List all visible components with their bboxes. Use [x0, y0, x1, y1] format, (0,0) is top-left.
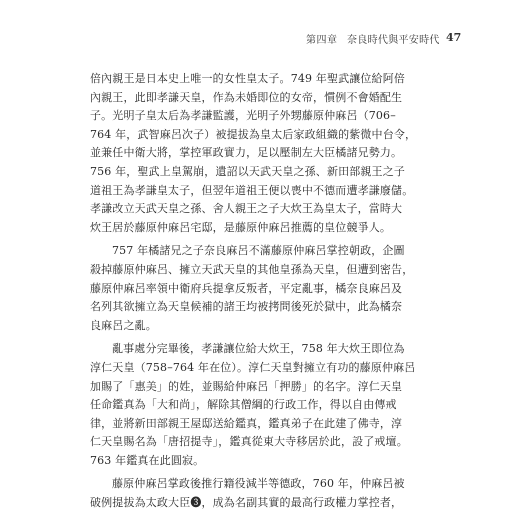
text-line: 藤原仲麻呂掌政後推行籍役減半等德政，760 年，仲麻呂被	[112, 477, 405, 491]
text-line: 孝謙改立天武天皇之孫、舍人親王之子大炊王為皇太子，當時大	[90, 202, 403, 216]
text-line: 756 年，聖武上皇駕崩，遺詔以天武天皇之孫、新田部親王之子	[90, 164, 405, 178]
text-line: 殺掉藤原仲麻呂、擁立天武天皇的其他皇孫為天皇，但遭到密告，	[90, 262, 414, 276]
text-line: 仁天皇賜名為「唐招提寺」，鑑真從東大寺移居於此，設了戒壇。	[90, 435, 408, 449]
body-text	[90, 70, 420, 518]
text-line: 任命鑑真為「大和尚」，解除其僧綱的行政工作，得以自由傳戒	[90, 398, 397, 412]
text-line: 子。光明子皇太后為孝謙監護，光明子外甥藤原仲麻呂（706–	[90, 109, 396, 123]
page-number: 47	[446, 31, 462, 44]
paragraph	[90, 242, 420, 335]
text-line: 律，並將新田部親王屋邸送給鑑真，鑑真弟子在此建了佛寺，淳	[90, 416, 403, 430]
text-line: 763 年鑑真在此圓寂。	[90, 453, 205, 467]
text-line: 名列其欲擁立為天皇候補的諸王均被拷問後死於獄中，此為橘奈	[90, 300, 403, 314]
text-line: 淳仁天皇（758–764 年在位）。淳仁天皇對擁立有功的藤原仲麻呂	[90, 360, 416, 374]
text-line: 內親王，此即孝謙天皇，作為未婚即位的女帝，慣例不會婚配生	[90, 90, 403, 104]
running-header	[0, 0, 520, 60]
text-line: 757 年橘諸兄之子奈良麻呂不滿藤原仲麻呂掌控朝政，企圖	[112, 244, 405, 258]
paragraph	[90, 70, 420, 237]
text-line: 炊王居於藤原仲麻呂宅邸，是藤原仲麻呂推薦的皇位競爭人。	[90, 220, 392, 234]
paragraph	[90, 340, 420, 470]
text-line: 倍內親王是日本史上唯一的女性皇太子。749 年聖武讓位給阿倍	[90, 72, 405, 85]
text-line: 亂事處分完畢後，孝謙讓位給大炊王，758 年大炊王即位為	[112, 342, 405, 356]
paragraph	[90, 475, 420, 512]
text-line: 破例提拔為太政大臣❸，成為名副其實的最高行政權力掌控者，	[90, 496, 403, 510]
text-line: 加賜了「惠美」的姓，並賜給仲麻呂「押勝」的名字。淳仁天皇	[90, 379, 403, 393]
chapter-title: 奈良時代與平安時代	[347, 35, 440, 46]
chapter-label: 第四章	[306, 35, 338, 46]
text-line: 藤原仲麻呂率領中衛府兵提拿反叛者，平定亂事，橘奈良麻呂及	[90, 281, 403, 295]
text-line: 764 年，武智麻呂次子）被提拔為皇太后家政組織的紫微中台令，	[90, 127, 417, 141]
text-line: 道祖王為孝謙皇太子，但翌年道祖王便以喪中不德而遭孝謙廢儲。	[90, 183, 414, 197]
text-line: 並兼任中衛大將，掌控軍政實力，足以壓制左大臣橘諸兄勢力。	[90, 146, 403, 160]
text-line: 良麻呂之亂。	[90, 318, 157, 332]
